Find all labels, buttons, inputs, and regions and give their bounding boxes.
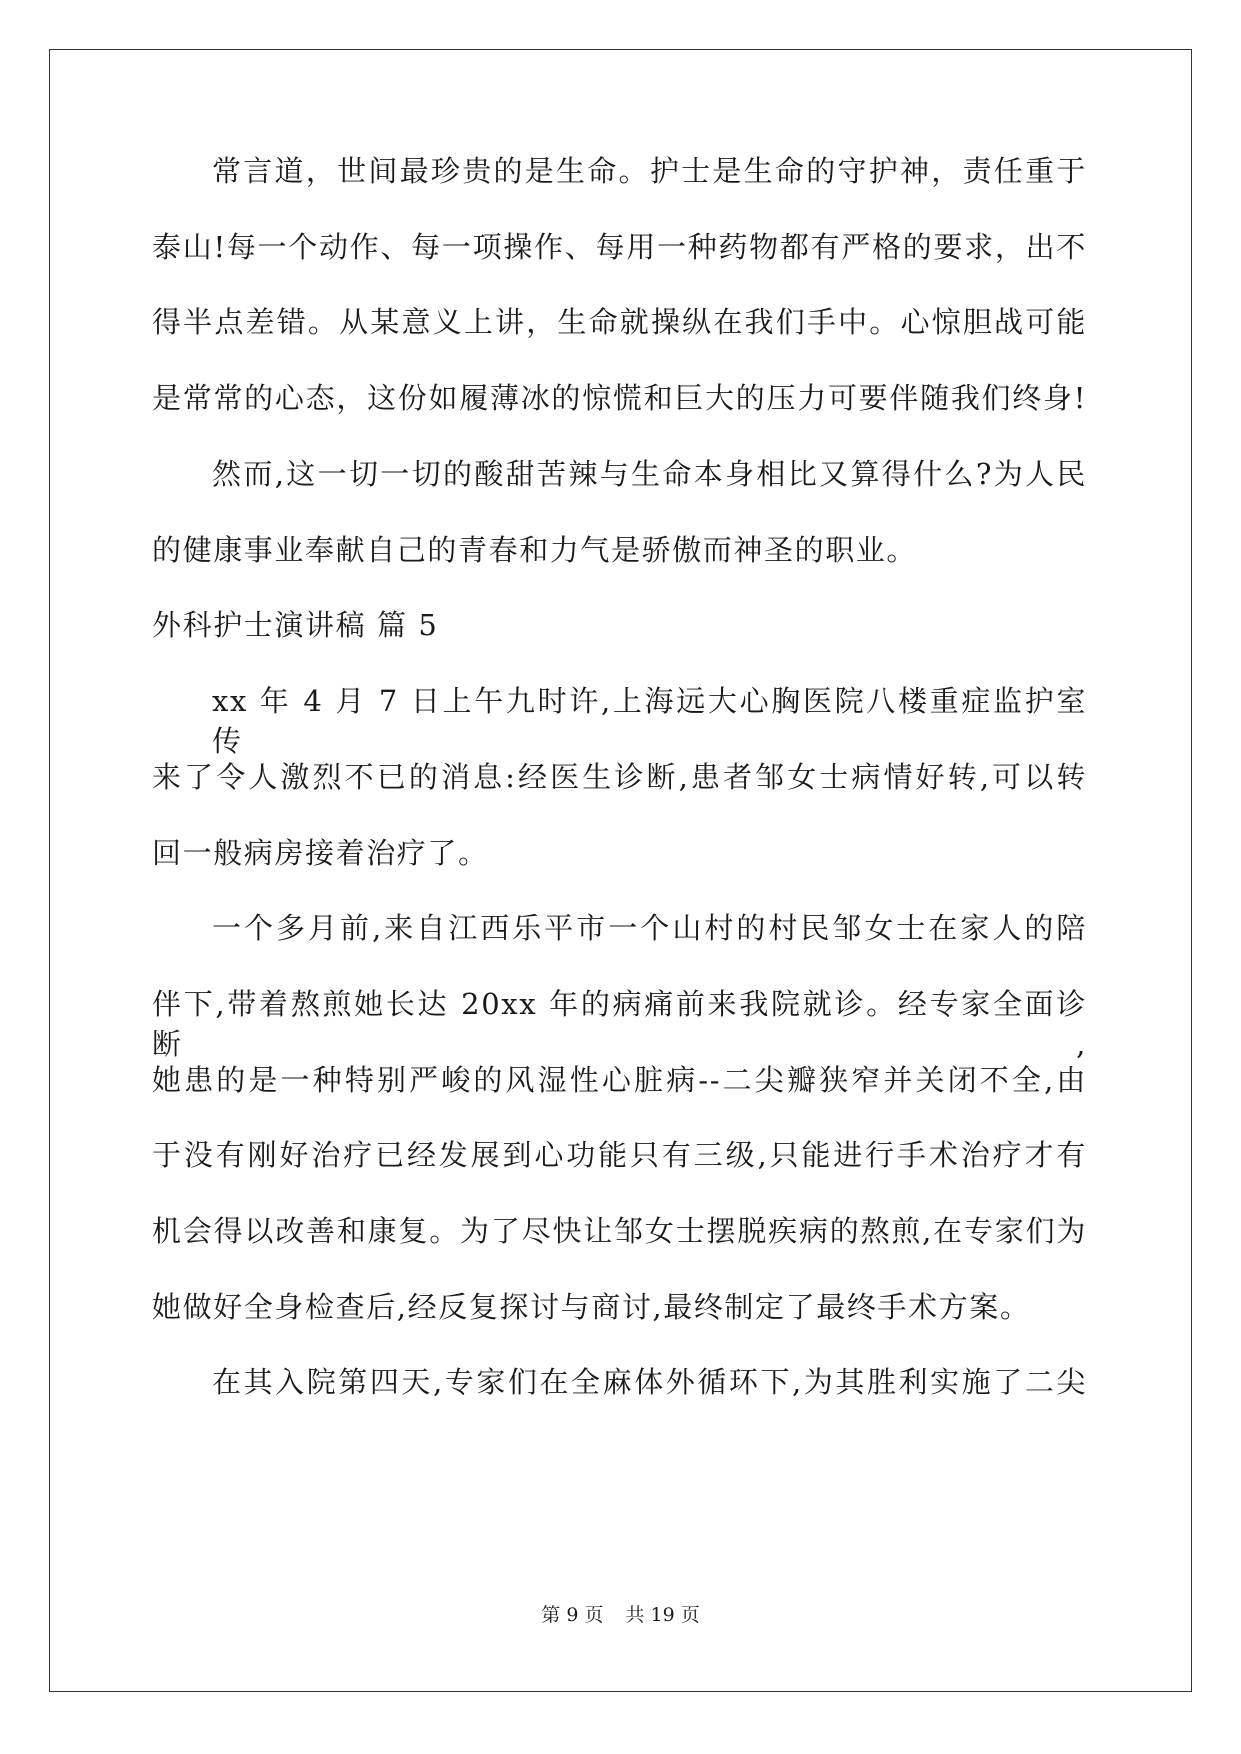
paragraph-line: 泰山!每一个动作、每一项操作、每用一种药物都有严格的要求，出不 [152, 230, 1087, 264]
page-footer [0, 1603, 1241, 1627]
paragraph-line: 然而,这一切一切的酸甜苦辣与生命本身相比又算得什么?为人民 [212, 457, 1087, 491]
paragraph-line: 来了令人激烈不已的消息:经医生诊断,患者邹女士病情好转,可以转 [152, 760, 1087, 794]
section-heading: 外科护士演讲稿 篇 5 [152, 608, 439, 642]
paragraph-line: 的健康事业奉献自己的青春和力气是骄傲而神圣的职业。 [152, 533, 918, 567]
paragraph-line: 回一般病房接着治疗了。 [152, 836, 489, 870]
paragraph-line: 得半点差错。从某意义上讲，生命就操纵在我们手中。心惊胆战可能 [152, 305, 1087, 339]
paragraph-line: 她做好全身检查后,经反复探讨与商讨,最终制定了最终手术方案。 [152, 1290, 1031, 1324]
paragraph-line: 于没有刚好治疗已经发展到心功能只有三级,只能进行手术治疗才有 [152, 1138, 1087, 1172]
paragraph-line: 是常常的心态，这份如履薄冰的惊慌和巨大的压力可要伴随我们终身! [152, 381, 1087, 415]
page-number: 第 9 页 [541, 1604, 604, 1626]
paragraph-line: 伴下,带着熬煎她长达 20xx 年的病痛前来我院就诊。经专家全面诊断, [152, 987, 1087, 1061]
paragraph-line: 在其入院第四天,专家们在全麻体外循环下,为其胜利实施了二尖 [212, 1365, 1087, 1399]
paragraph-line: 常言道，世间最珍贵的是生命。护士是生命的守护神，责任重于 [212, 154, 1087, 188]
paragraph-line: xx 年 4 月 7 日上午九时许,上海远大心胸医院八楼重症监护室传 [212, 684, 1087, 758]
paragraph-line: 她患的是一种特别严峻的风湿性心脏病--二尖瓣狭窄并关闭不全,由 [152, 1063, 1087, 1097]
paragraph-line: 一个多月前,来自江西乐平市一个山村的村民邹女士在家人的陪 [212, 911, 1087, 945]
paragraph-line: 机会得以改善和康复。为了尽快让邹女士摆脱疾病的熬煎,在专家们为 [152, 1214, 1087, 1248]
page-total: 共 19 页 [625, 1604, 700, 1626]
